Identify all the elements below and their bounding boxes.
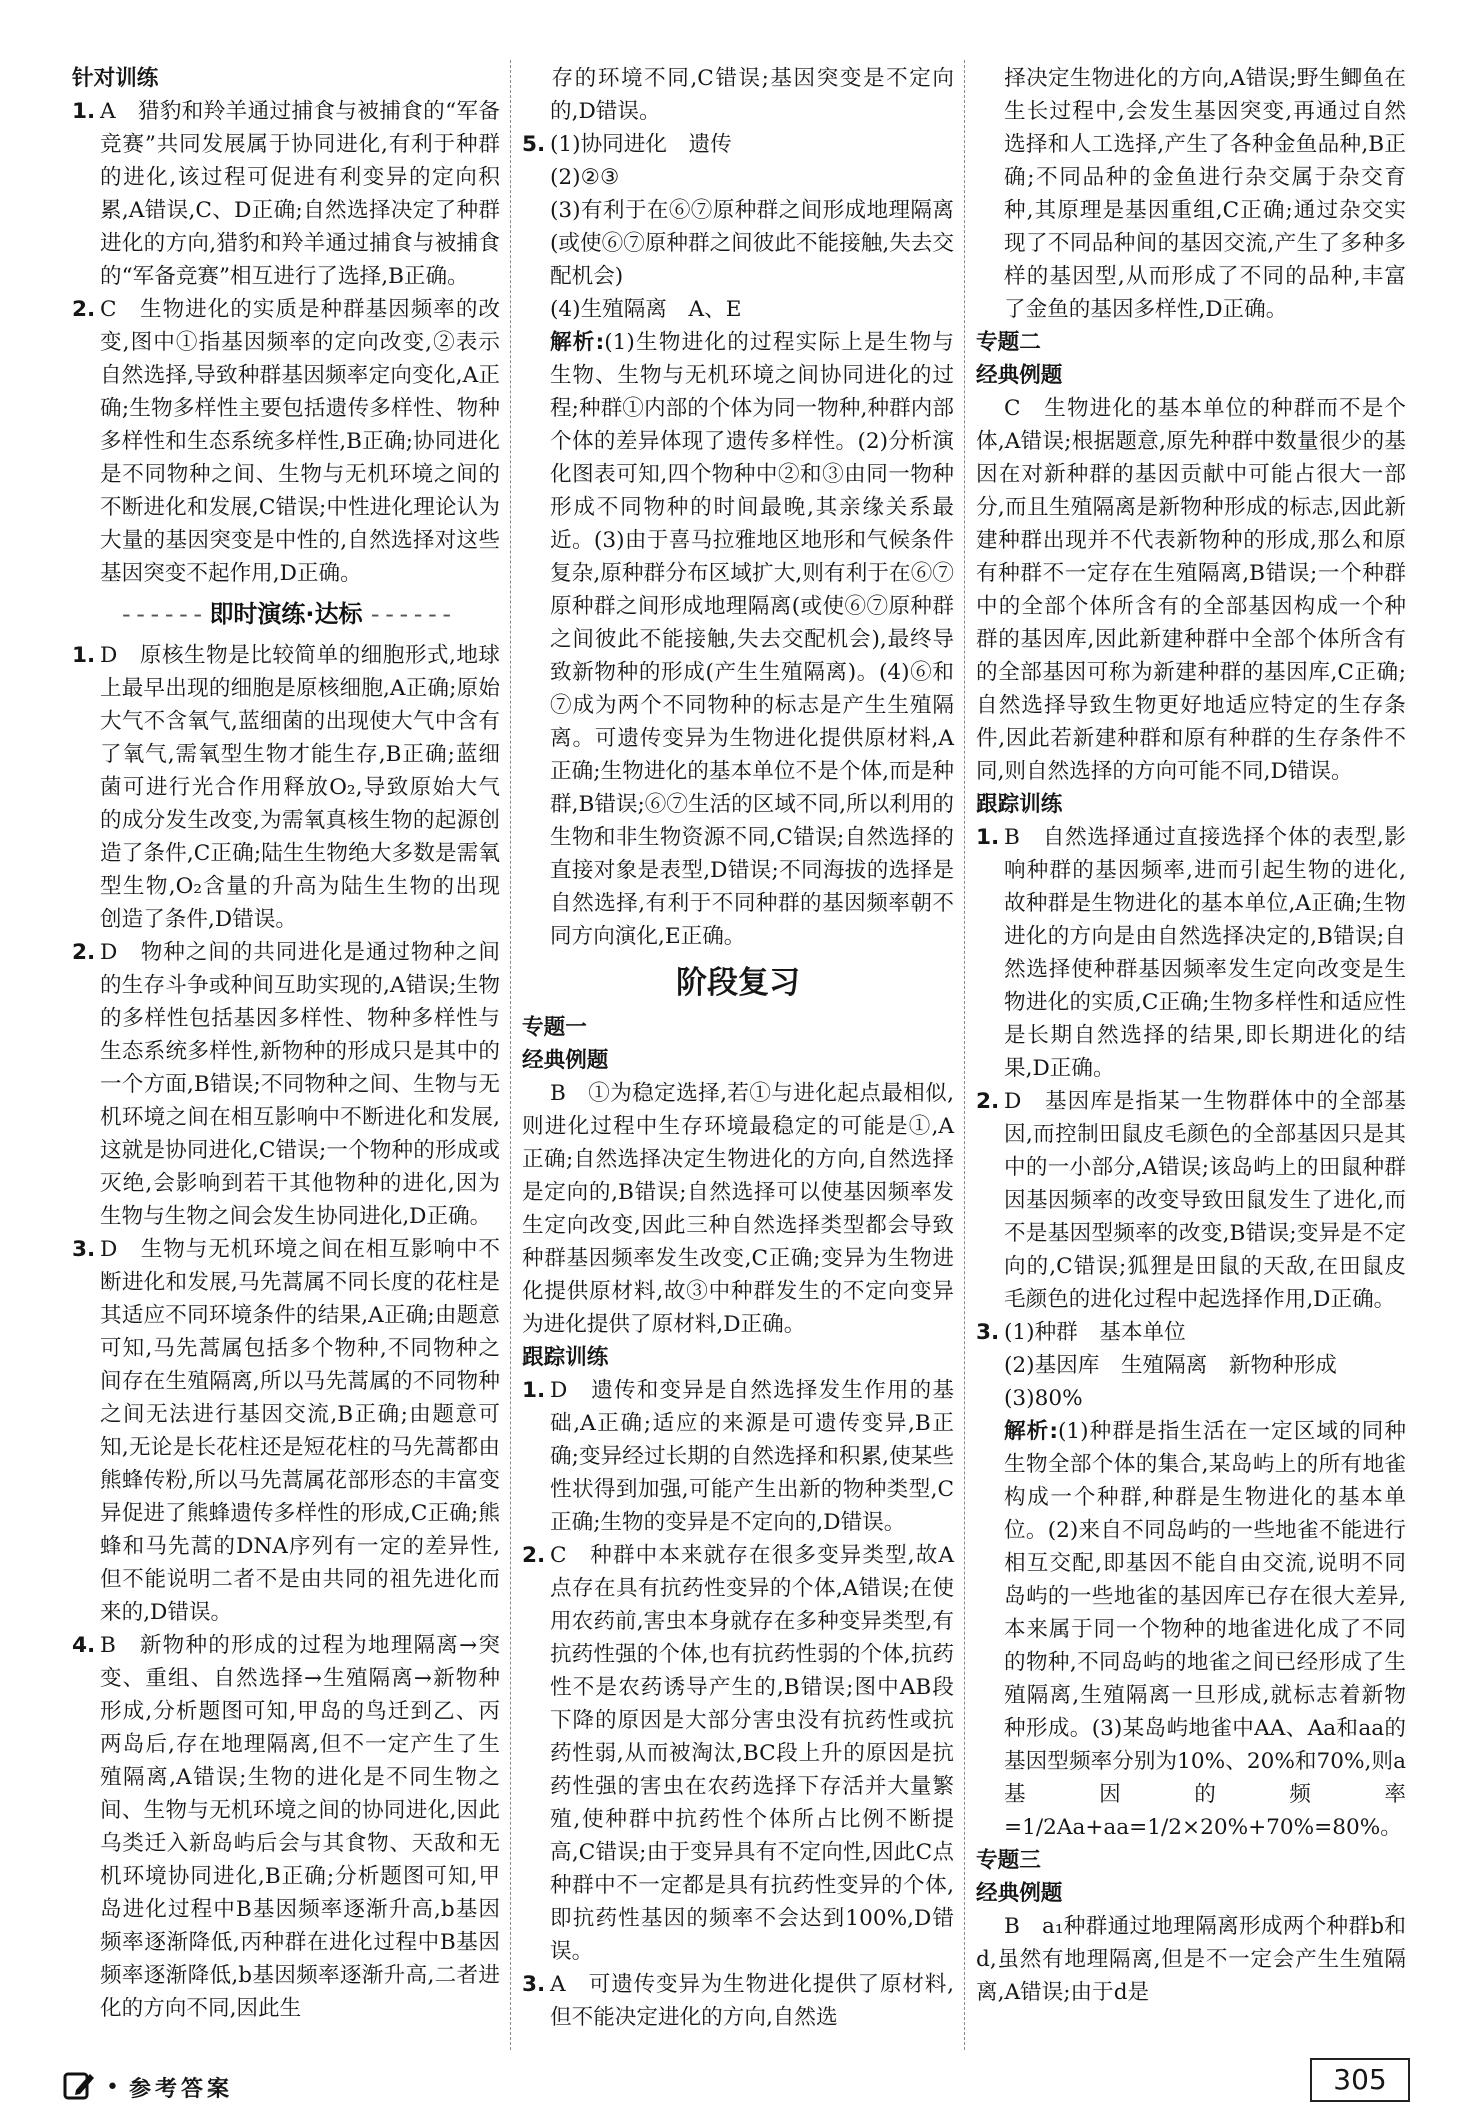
answer-item bbox=[522, 1374, 954, 1539]
footer-label: 参考答案 bbox=[128, 2076, 233, 2102]
answer-item bbox=[72, 1629, 500, 2025]
column-right bbox=[976, 62, 1406, 2009]
answer-item bbox=[522, 1539, 954, 1968]
footer-dot: • bbox=[106, 2074, 119, 2100]
section-heading: 针对训练 bbox=[72, 66, 159, 91]
answer-list bbox=[976, 62, 1406, 326]
explanation bbox=[976, 1415, 1406, 1844]
item-number: 2. bbox=[72, 940, 96, 965]
banner-title: 即时演练·达标 bbox=[209, 600, 363, 628]
item-text: D 遗传和变异是自然选择发生作用的基础,A正确;适应的来源是可遗传变异,B正确;变异经过长期的自然选择和积累,使某些性状得到加强,可能产生出新的物种类型,C正确;生物的变异是不定向的,D错误。 bbox=[550, 1378, 954, 1535]
footer bbox=[62, 2068, 233, 2106]
item-text: D 物种之间的共同进化是通过物种之间的生存斗争或种间互助实现的,A错误;生物的多样性包括基因多样性、物种多样性与生态系统多样性,新物种的形成只是其中的一个方面,B错误;不同物种之间、生物与无机环境之间在相互影响中不断进化和发展,这就是协同进化,C错误;一个物种的形成或灭绝,会影响到若干其他物种的进化,因为生物与生物之间会发生协同进化,D正确。 bbox=[100, 940, 500, 1229]
example-answer: B ①为稳定选择,若①与进化起点最相似,则进化过程中生存环境最稳定的可能是①,A正确;自然选择决定生物进化的方向,自然选择是定向的,B错误;自然选择可以使基因频率发生定向改变,因此三种自然选择类型都会导致种群基因频率发生改变,C正确;变异为生物进化提供原材料,故③中种群发生的不定向变异为进化提供了原材料,D正确。 bbox=[522, 1081, 954, 1337]
answer-item bbox=[72, 1233, 500, 1629]
item-text: A 可遗传变异为生物进化提供了原材料,但不能决定进化的方向,自然选 bbox=[550, 1972, 954, 2030]
answer-item bbox=[522, 161, 954, 194]
item-number: 5. bbox=[522, 132, 546, 157]
explanation-label: 解析: bbox=[550, 330, 605, 355]
subheading: 经典例题 bbox=[976, 1881, 1063, 1906]
item-text: (1)种群 基本单位 bbox=[1004, 1320, 1186, 1345]
banner-dash-right: - - - - - - bbox=[370, 600, 451, 628]
section-banner bbox=[72, 598, 500, 631]
answer-item bbox=[976, 1382, 1406, 1415]
column-left bbox=[72, 62, 500, 2025]
explanation bbox=[522, 326, 954, 953]
topic-heading: 专题三 bbox=[976, 1848, 1041, 1873]
item-text: B 自然选择通过直接选择个体的表型,影响种群的基因频率,进而引起生物的进化,故种群是生物进化的基本单位,A正确;生物进化的方向是由自然选择决定的,B错误;自然选择使种群基因频率发生定向改变是生物进化的实质,C正确;生物多样性和适应性是长期自然选择的结果,即长期进化的结果,D正确。 bbox=[1004, 825, 1406, 1081]
column-divider-1 bbox=[510, 60, 511, 2050]
item-text: D 生物与无机环境之间在相互影响中不断进化和发展,马先蒿属不同长度的花柱是其适应不同环境条件的结果,A正确;由题意可知,马先蒿属包括多个物种,不同物种之间存在生殖隔离,所以马先蒿属的不同物种之间无法进行基因交流,B正确;由题意可知,无论是长花柱还是短花柱的马先蒿都由熊蜂传粉,所以马先蒿属花部形态的丰富变异促进了熊蜂遗传多样性的形成,C正确;熊蜂和马先蒿的DNA序列有一定的差异性,但不能说明二者不是由共同的祖先进化而来的,D错误。 bbox=[100, 1237, 500, 1625]
answer-item bbox=[522, 128, 954, 161]
item-number: 1. bbox=[72, 99, 96, 124]
item-text: 择决定生物进化的方向,A错误;野生鲫鱼在生长过程中,会发生基因突变,再通过自然选择和人工选择,产生了各种金鱼品种,B正确;不同品种的金鱼进行杂交属于杂交育种,其原理是基因重组,C正确;通过杂交实现了不同品种间的基因交流,产生了多种多样的基因型,从而形成了不同的品种,丰富了金鱼的基因多样性,D正确。 bbox=[1004, 66, 1406, 322]
answer-item bbox=[72, 936, 500, 1233]
answer-item bbox=[522, 194, 954, 293]
answer-list bbox=[72, 95, 500, 590]
item-text: C 种群中本来就存在很多变异类型,故A点存在具有抗药性变异的个体,A错误;在使用农药前,害虫本身就存在多种变异类型,有抗药性强的个体,也有抗药性弱的个体,抗药性不是农药诱导产生的,B错误;图中AB段下降的原因是大部分害虫没有抗药性或抗药性弱,从而被淘汰,BC段上升的原因是抗药性强的害虫在农药选择下存活并大量繁殖,使种群中抗药性个体所占比例不断提高,C错误;由于变异具有不定向性,因此C点种群中不一定都是具有抗药性变异的个体,即抗药性基因的频率不会达到100%,D错误。 bbox=[550, 1543, 954, 1964]
item-number: 1. bbox=[72, 643, 96, 668]
answer-item bbox=[976, 1316, 1406, 1349]
subheading: 跟踪训练 bbox=[522, 1345, 609, 1370]
item-number: 2. bbox=[522, 1543, 546, 1568]
example-answer: C 生物进化的基本单位的种群而不是个体,A错误;根据题意,原先种群中数量很少的基因在对新种群的基因贡献中可能占很大一部分,而且生殖隔离是新物种形成的标志,因此新建种群出现并不代表新物种的形成,那么和原有种群不一定存在生殖隔离,B错误;一个种群中的全部个体所含有的全部基因构成一个种群的基因库,因此新建种群中全部个体所含有的全部基因可称为新建种群的基因库,C正确;自然选择导致生物更好地适应特定的生存条件,因此若新建种群和原有种群的生存条件不同,则自然选择的方向可能不同,D错误。 bbox=[976, 396, 1406, 784]
item-number: 3. bbox=[72, 1237, 96, 1262]
explanation-text: (1)生物进化的过程实际上是生物与生物、生物与无机环境之间协同进化的过程;种群①内部的个体为同一物种,种群内部个体的差异体现了遗传多样性。(2)分析演化图表可知,四个物种中②和③由同一物种形成不同物种的时间最晚,其亲缘关系最近。(3)由于喜马拉雅地区地形和气候条件复杂,原种群分布区域扩大,则有利于在⑥⑦原种群之间形成地理隔离(或使⑥⑦原种群之间彼此不能接触,失去交配机会),最终导致新物种的形成(产生生殖隔离)。(4)⑥和⑦成为两个不同物种的标志是产生生殖隔离。可遗传变异为生物进化提供原材料,A正确;生物进化的基本单位不是个体,而是种群,B错误;⑥⑦生活的区域不同,所以利用的生物和非生物资源不同,C错误;自然选择的直接对象是表型,D错误;不同海拔的选择是自然选择,有利于不同种群的基因频率朝不同方向演化,E正确。 bbox=[550, 330, 954, 949]
item-text: (4)生殖隔离 A、E bbox=[550, 297, 742, 322]
page-number: 305 bbox=[1310, 2058, 1410, 2102]
item-number: 2. bbox=[976, 1089, 1000, 1114]
answer-item bbox=[976, 821, 1406, 1085]
answer-item bbox=[72, 95, 500, 293]
item-number: 2. bbox=[72, 297, 96, 322]
answer-item bbox=[72, 639, 500, 936]
column-middle bbox=[522, 62, 954, 2034]
item-number: 1. bbox=[522, 1378, 546, 1403]
topic-heading: 专题一 bbox=[522, 1015, 587, 1040]
item-text: (3)80% bbox=[1004, 1386, 1083, 1411]
subheading: 经典例题 bbox=[976, 363, 1063, 388]
item-text: (3)有利于在⑥⑦原种群之间形成地理隔离(或使⑥⑦原种群之间彼此不能接触,失去交配机会) bbox=[550, 198, 954, 289]
topic-heading: 专题二 bbox=[976, 330, 1041, 355]
answer-item bbox=[522, 62, 954, 128]
item-text: D 基因库是指某一生物群体中的全部基因,而控制田鼠皮毛颜色的全部基因只是其中的一小部分,A错误;该岛屿上的田鼠种群因基因频率的改变导致田鼠发生了进化,而不是基因型频率的改变,B错误;变异是不定向的,C错误;狐狸是田鼠的天敌,在田鼠皮毛颜色的进化过程中起选择作用,D正确。 bbox=[1004, 1089, 1406, 1312]
item-text: 存的环境不同,C错误;基因突变是不定向的,D错误。 bbox=[550, 66, 954, 124]
item-number: 3. bbox=[976, 1320, 1000, 1345]
item-text: (2)基因库 生殖隔离 新物种形成 bbox=[1004, 1353, 1337, 1378]
answer-list bbox=[976, 821, 1406, 1316]
answer-list bbox=[522, 1374, 954, 2034]
answer-item bbox=[976, 62, 1406, 326]
answer-item bbox=[522, 1968, 954, 2034]
answer-item bbox=[72, 293, 500, 590]
answer-list bbox=[522, 128, 954, 326]
answer-list bbox=[72, 639, 500, 2025]
pencil-note-icon bbox=[62, 2068, 96, 2106]
item-text: C 生物进化的实质是种群基因频率的改变,图中①指基因频率的定向改变,②表示自然选择,导致种群基因频率定向变化,A正确;生物多样性主要包括遗传多样性、物种多样性和生态系统多样性,B正确;协同进化是不同物种之间、生物与无机环境之间的不断进化和发展,C错误;中性进化理论认为大量的基因突变是中性的,自然选择对这些基因突变不起作用,D正确。 bbox=[100, 297, 500, 586]
answer-item bbox=[976, 1085, 1406, 1316]
answer-list bbox=[522, 62, 954, 128]
banner-dash-left: - - - - - - bbox=[121, 600, 202, 628]
item-number: 1. bbox=[976, 825, 1000, 850]
explanation-text: (1)种群是指生活在一定区域的同种生物全部个体的集合,某岛屿上的所有地雀构成一个种群,种群是生物进化的基本单位。(2)来自不同岛屿的一些地雀不能进行相互交配,即基因不能自由交流,说明不同岛屿的一些地雀的基因库已存在很大差异,本来属于同一个物种的地雀进化成了不同的物种,不同岛屿的地雀之间已经形成了生殖隔离,生殖隔离一旦形成,就标志着新物种形成。(3)某岛屿地雀中AA、Aa和aa的基因型频率分别为10%、20%和70%,则a基因的频率=1/2Aa+aa=1/2×20%+70%=80%。 bbox=[1004, 1419, 1406, 1840]
subheading: 经典例题 bbox=[522, 1048, 609, 1073]
column-divider-2 bbox=[964, 60, 965, 2050]
item-text: A 猎豹和羚羊通过捕食与被捕食的“军备竞赛”共同发展属于协同进化,有利于种群的进化,该过程可促进有利变异的定向积累,A错误,C、D正确;自然选择决定了种群进化的方向,猎豹和羚羊通过捕食与被捕食的“军备竞赛”相互进行了选择,B正确。 bbox=[100, 99, 500, 289]
item-text: (2)②③ bbox=[550, 165, 620, 190]
item-text: D 原核生物是比较简单的细胞形式,地球上最早出现的细胞是原核细胞,A正确;原始大气不含氧气,蓝细菌的出现使大气中含有了氧气,需氧型生物才能生存,B正确;蓝细菌可进行光合作用释放O₂,导致原始大气的成分发生改变,为需氧真核生物的起源创造了条件,C正确;陆生生物绝大多数是需氧型生物,O₂含量的升高为陆生生物的出现创造了条件,D错误。 bbox=[100, 643, 500, 932]
section-title: 阶段复习 bbox=[676, 965, 800, 1001]
item-number: 4. bbox=[72, 1633, 96, 1658]
answer-item bbox=[976, 1349, 1406, 1382]
example-answer: B a₁种群通过地理隔离形成两个种群b和d,虽然有地理隔离,但是不一定会产生生殖隔离,A错误;由于d是 bbox=[976, 1914, 1406, 2005]
explanation-label: 解析: bbox=[1004, 1419, 1058, 1444]
item-number: 3. bbox=[522, 1972, 546, 1997]
item-text: B 新物种的形成的过程为地理隔离→突变、重组、自然选择→生殖隔离→新物种形成,分析题图可知,甲岛的鸟迁到乙、丙两岛后,存在地理隔离,但不一定产生了生殖隔离,A错误;生物的进化是不同生物之间、生物与无机环境之间的协同进化,因此乌类迁入新岛屿后会与其食物、天敌和无机环境协同进化,B正确;分析题图可知,甲岛进化过程中B基因频率逐渐升高,b基因频率逐渐降低,丙种群在进化过程中B基因频率逐渐降低,b基因频率逐渐升高,二者进化的方向不同,因此生 bbox=[100, 1633, 500, 2021]
subheading: 跟踪训练 bbox=[976, 792, 1063, 817]
answer-list bbox=[976, 1316, 1406, 1415]
answer-item bbox=[522, 293, 954, 326]
item-text: (1)协同进化 遗传 bbox=[550, 132, 732, 157]
